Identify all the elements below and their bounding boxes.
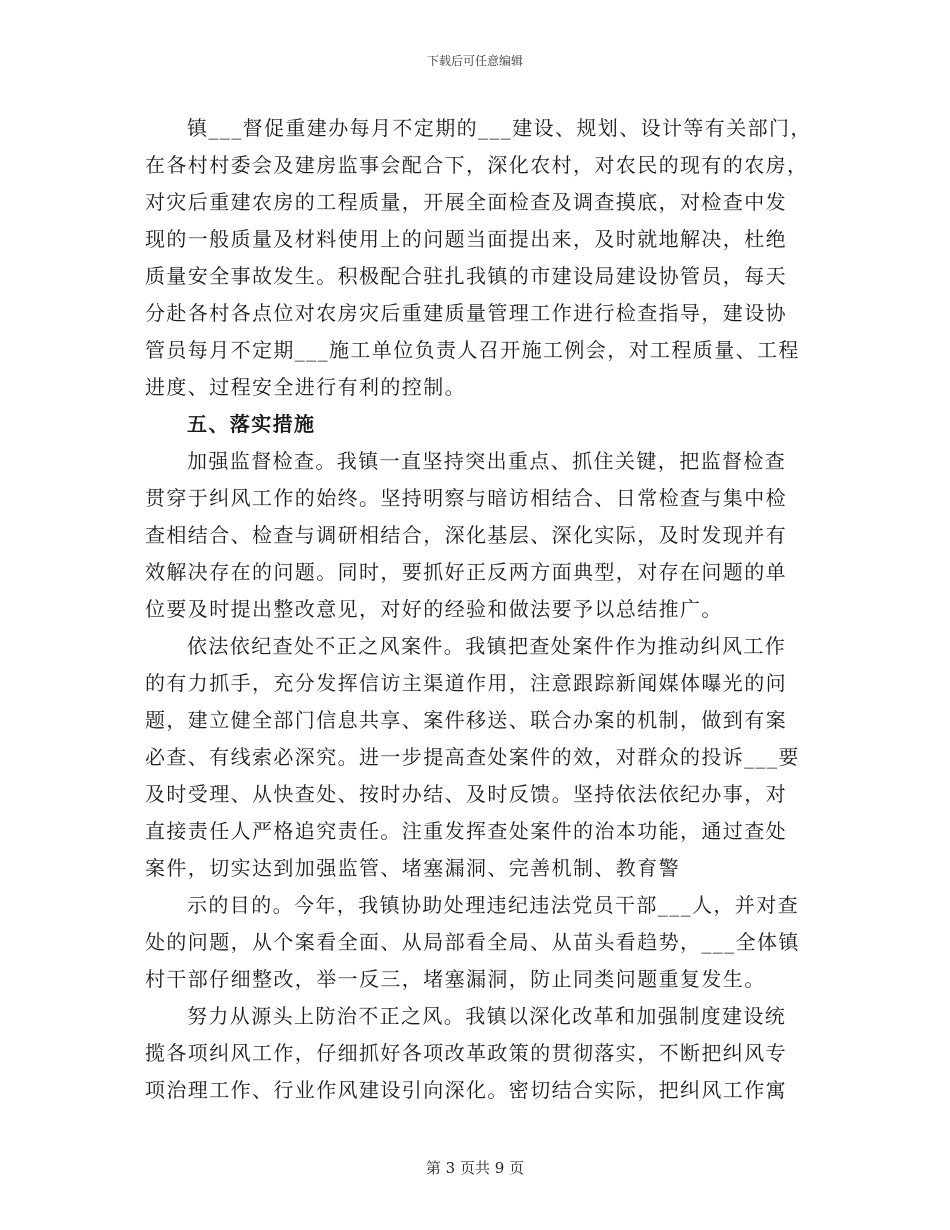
body-text-line: 对灾后重建农房的工程质量，开展全面检查及调查摸底，对检查中发 <box>145 190 787 214</box>
body-text-line: 必查、有线索必深究。进一步提高查处案件的效，对群众的投诉___要 <box>145 745 800 769</box>
body-text-line: 项治理工作、行业作风建设引向深化。密切结合实际，把纠风工作寓 <box>145 1078 787 1102</box>
body-text-line: 位要及时提出整改意见，对好的经验和做法要予以总结推广。 <box>145 597 723 621</box>
body-text-line: 依法依纪查处不正之风案件。我镇把查处案件作为推动纠风工作 <box>187 634 787 658</box>
body-text-line: 镇___督促重建办每月不定期的___建设、规划、设计等有关部门， <box>187 116 812 140</box>
page-header: 下载后可任意编辑 <box>426 54 523 68</box>
body-text-line: 加强监督检查。我镇一直坚持突出重点、抓住关键，把监督检查 <box>187 449 787 473</box>
body-text-line: 处的问题，从个案看全面、从局部看全局、从苗头看趋势，___全体镇 <box>145 930 800 954</box>
body-text-line: 查相结合、检查与调研相结合，深化基层、深化实际，及时发现并有 <box>145 523 787 547</box>
page-number: 第 3 页共 9 页 <box>425 1159 525 1177</box>
document-body <box>145 110 812 1109</box>
body-text-line: 努力从源头上防治不正之风。我镇以深化改革和加强制度建设统 <box>187 1004 787 1028</box>
body-text-line: 现的一般质量及材料使用上的问题当面提出来，及时就地解决，杜绝 <box>145 227 787 251</box>
body-text-line: 揽各项纠风工作，仔细抓好各项改革政策的贯彻落实，不断把纠风专 <box>145 1041 787 1065</box>
body-text-line: 的有力抓手，充分发挥信访主渠道作用，注意跟踪新闻媒体曝光的问 <box>145 671 787 695</box>
body-text-line: 效解决存在的问题。同时，要抓好正反两方面典型，对存在问题的单 <box>145 560 787 584</box>
body-text-line: 进度、过程安全进行有利的控制。 <box>145 375 466 399</box>
body-text-line: 分赴各村各点位对农房灾后重建质量管理工作进行检查指导，建设协 <box>145 301 787 325</box>
body-text-line: 题，建立健全部门信息共享、案件移送、联合办案的机制，做到有案 <box>145 708 787 732</box>
body-text-line: 直接责任人严格追究责任。注重发挥查处案件的治本功能，通过查处 <box>145 819 787 843</box>
body-text-line: 示的目的。今年，我镇协助处理违纪违法党员干部___人，并对查 <box>187 893 799 917</box>
body-text-line: 案件，切实达到加强监管、堵塞漏洞、完善机制、教育警 <box>145 856 680 880</box>
body-text-line: 质量安全事故发生。积极配合驻扎我镇的市建设局建设协管员，每天 <box>145 264 787 288</box>
body-text-line: 在各村村委会及建房监事会配合下，深化农村，对农民的现有的农房， <box>145 153 809 177</box>
body-text-line: 管员每月不定期___施工单位负责人召开施工例会，对工程质量、工程 <box>145 338 800 362</box>
body-text-line: 及时受理、从快查处、按时办结、及时反馈。坚持依法依纪办事，对 <box>145 782 787 806</box>
body-text-line: 贯穿于纠风工作的始终。坚持明察与暗访相结合、日常检查与集中检 <box>145 486 787 510</box>
body-text-line: 村干部仔细整改，举一反三，堵塞漏洞，防止同类问题重复发生。 <box>145 967 766 991</box>
section-heading: 五、落实措施 <box>187 412 316 436</box>
